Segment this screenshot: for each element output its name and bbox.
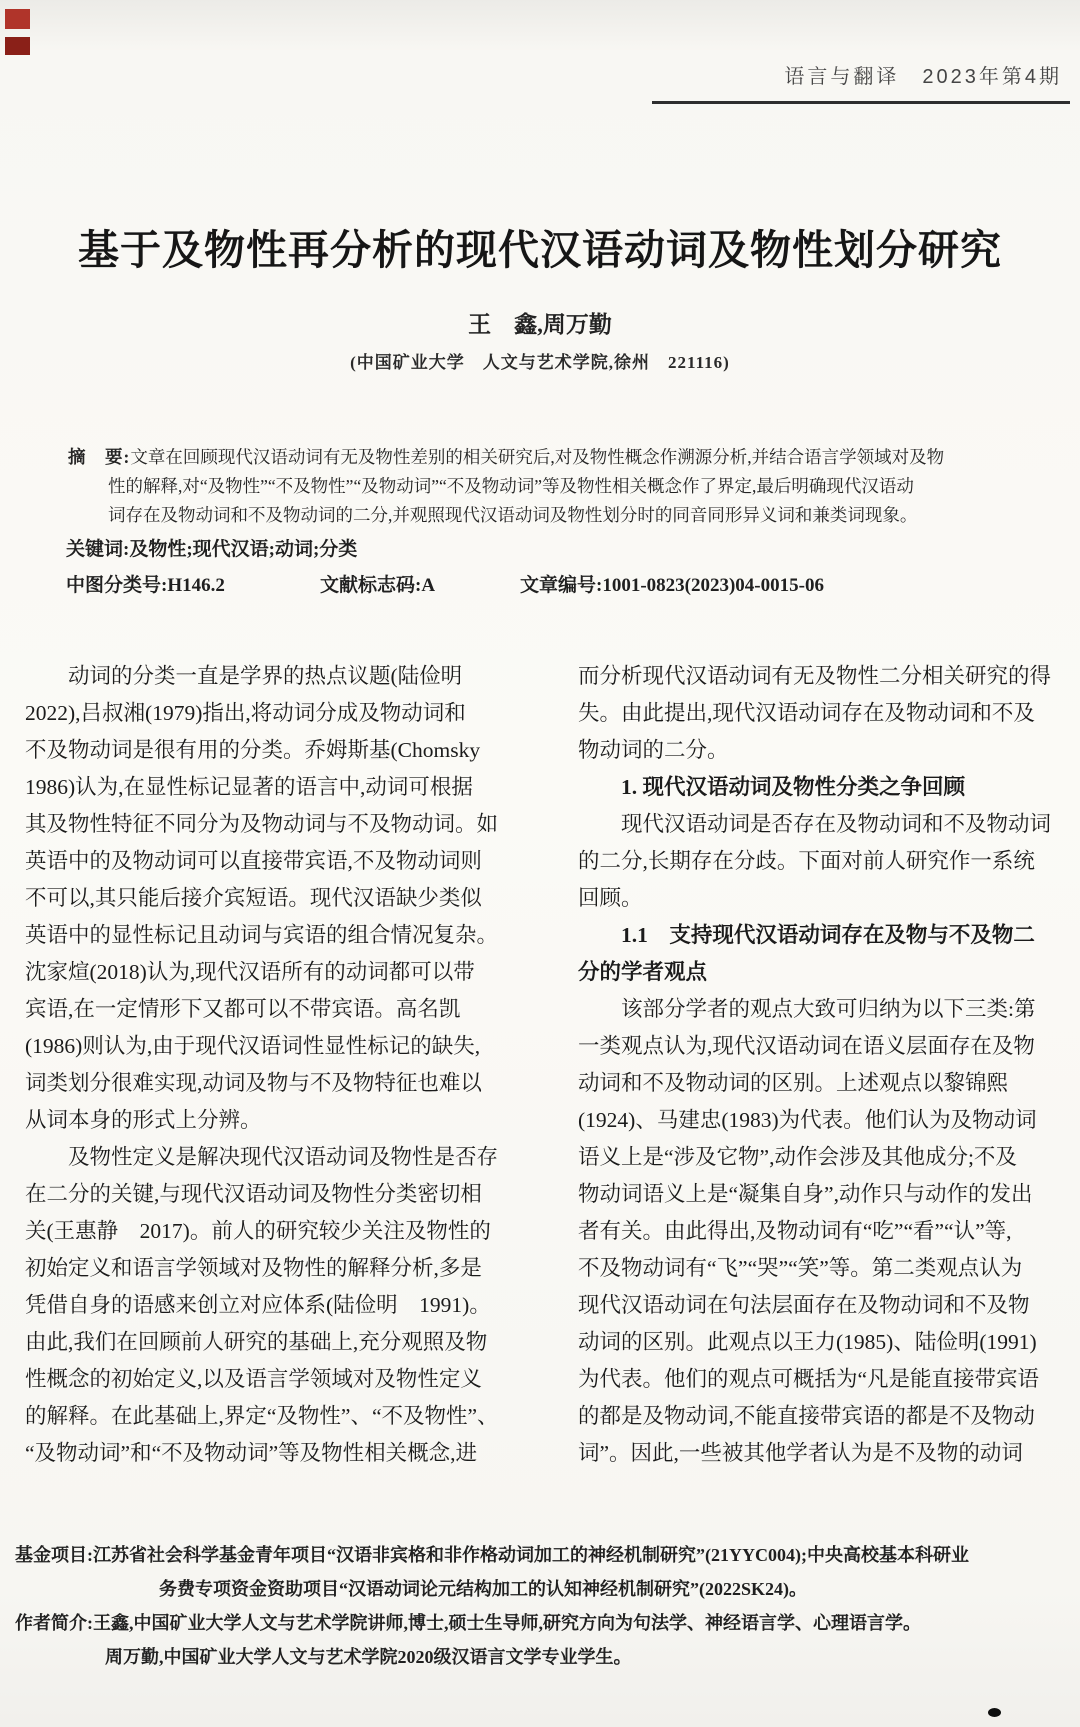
text-line: 1986)认为,在显性标记显著的语言中,动词可根据: [25, 775, 473, 799]
text-line: 不可以,其只能后接介宾短语。现代汉语缺少类似: [25, 886, 482, 910]
body-right-column: [578, 658, 1080, 1472]
text-line: 语义上是“涉及它物”,动作会涉及其他成分;不及: [578, 1145, 1017, 1169]
abstract-label: 摘 要:: [68, 447, 131, 467]
text-line: 务费专项资金资助项目“汉语动词论元结构加工的认知神经机制研究”(2022SK24)。: [159, 1579, 807, 1599]
text-line: 其及物性特征不同分为及物动词与不及物动词。如: [25, 812, 499, 836]
journal-issue-header: 语言与翻译 2023年第4期: [784, 66, 1062, 88]
text-line: 沈家煊(2018)认为,现代汉语所有的动词都可以带: [25, 960, 475, 984]
text-line: 而分析现代汉语动词有无及物性二分相关研究的得: [578, 664, 1052, 688]
text-line: (1924)、马建忠(1983)为代表。他们认为及物动词: [578, 1108, 1037, 1132]
abstract-block: [68, 443, 963, 530]
text-line: 一类观点认为,现代汉语动词在语义层面存在及物: [578, 1034, 1035, 1058]
text-line: 回顾。: [578, 886, 643, 910]
text-line: 动词的区别。此观点以王力(1985)、陆俭明(1991): [578, 1330, 1037, 1354]
keywords-label: 关键词:: [66, 539, 130, 560]
text-line: 物动词的二分。: [578, 738, 729, 762]
document-code: 文献标志码:A: [320, 575, 436, 596]
text-line: 宾语,在一定情形下又都可以不带宾语。高名凯: [25, 997, 461, 1021]
text-line: 1.1 支持现代汉语动词存在及物与不及物二: [621, 923, 1035, 947]
text-line: 从词本身的形式上分辨。: [25, 1108, 262, 1132]
text-line: 性概念的初始定义,以及语言学领域对及物性定义: [25, 1367, 482, 1391]
text-line: 1. 现代汉语动词及物性分类之争回顾: [621, 775, 966, 799]
text-line: 作者简介:王鑫,中国矿业大学人文与艺术学院讲师,博士,硕士生导师,研究方向为句法学、神经语言学、心理语言学。: [15, 1613, 921, 1633]
text-line: 凭借自身的语感来创立对应体系(陆俭明 1991)。: [25, 1293, 491, 1317]
text-line: 词”。因此,一些被其他学者认为是不及物的动词: [578, 1441, 1023, 1465]
text-line: 关(王惠静 2017)。前人的研究较少关注及物性的: [25, 1219, 491, 1243]
abstract-text-1: 文章在回顾现代汉语动词有无及物性差别的相关研究后,对及物性概念作溯源分析,并结合语言学领域对及物: [130, 447, 945, 467]
abstract-line-1: [68, 443, 963, 472]
text-line: 英语中的及物动词可以直接带宾语,不及物动词则: [25, 849, 482, 873]
meta-line: [0, 570, 1080, 598]
text-line: 现代汉语动词是否存在及物动词和不及物动词: [621, 812, 1052, 836]
text-line: 基金项目:江苏省社会科学基金青年项目“汉语非宾格和非作格动词加工的神经机制研究”(21YYC004);中央高校基本科研业: [15, 1545, 969, 1565]
text-line: 的都是及物动词,不能直接带宾语的都是不及物动: [578, 1404, 1035, 1428]
text-line: 该部分学者的观点大致可归纳为以下三类:第: [621, 997, 1036, 1021]
keywords-line: [66, 534, 966, 561]
ink-dot-mark: [988, 1708, 1001, 1717]
abstract-text-2: 性的解释,对“及物性”“不及物性”“及物动词”“不及物动词”等及物性相关概念作了界定,最后明确现代汉语动: [108, 476, 914, 496]
text-line: 动词和不及物动词的区别。上述观点以黎锦熙: [578, 1071, 1009, 1095]
text-line: 2022),吕叔湘(1979)指出,将动词分成及物动词和: [25, 701, 466, 725]
text-line: 周万勤,中国矿业大学人文与艺术学院2020级汉语言文学专业学生。: [105, 1647, 632, 1667]
clc-number: 中图分类号:H146.2: [66, 575, 225, 596]
red-scan-mark-bottom: [5, 37, 30, 55]
text-line: 由此,我们在回顾前人研究的基础上,充分观照及物: [25, 1330, 488, 1354]
text-line: (1986)则认为,由于现代汉语词性显性标记的缺失,: [25, 1034, 481, 1058]
text-line: 词类划分很难实现,动词及物与不及物特征也难以: [25, 1071, 482, 1095]
text-line: 分的学者观点: [578, 960, 708, 984]
text-line: 动词的分类一直是学界的热点议题(陆俭明: [68, 664, 463, 688]
keywords-text: 及物性;现代汉语;动词;分类: [129, 539, 358, 560]
body-left-column: [25, 658, 547, 1472]
text-line: 的二分,长期存在分歧。下面对前人研究作一系统: [578, 849, 1035, 873]
text-line: 失。由此提出,现代汉语动词存在及物动词和不及: [578, 701, 1035, 725]
text-line: 者有关。由此得出,及物动词有“吃”“看”“认”等,: [578, 1219, 1012, 1243]
text-line: “及物动词”和“不及物动词”等及物性相关概念,进: [25, 1441, 478, 1465]
affiliation: (中国矿业大学 人文与艺术学院,徐州 221116): [350, 353, 730, 372]
abstract-text-3: 词存在及物动词和不及物动词的二分,并观照现代汉语动词及物性划分时的同音同形异义词和兼类词现象。: [108, 505, 918, 525]
text-line: 的解释。在此基础上,界定“及物性”、“不及物性”、: [25, 1404, 499, 1428]
text-line: 物动词语义上是“凝集自身”,动作只与动作的发出: [578, 1182, 1033, 1206]
text-line: 为代表。他们的观点可概括为“凡是能直接带宾语: [578, 1367, 1040, 1391]
footnote-block: [15, 1538, 1080, 1674]
text-line: 在二分的关键,与现代汉语动词及物性分类密切相: [25, 1182, 482, 1206]
text-line: 不及物动词有“飞”“哭”“笑”等。第二类观点认为: [578, 1256, 1023, 1280]
article-number: 文章编号:1001-0823(2023)04-0015-06: [520, 575, 824, 596]
header-rule: [652, 101, 1070, 104]
text-line: 不及物动词是很有用的分类。乔姆斯基(Chomsky: [25, 738, 481, 762]
authors: 王 鑫,周万勤: [468, 312, 612, 337]
red-scan-mark-top: [5, 9, 30, 29]
text-line: 及物性定义是解决现代汉语动词及物性是否存: [68, 1145, 499, 1169]
text-line: 初始定义和语言学领域对及物性的解释分析,多是: [25, 1256, 482, 1280]
page-title: 基于及物性再分析的现代汉语动词及物性划分研究: [78, 227, 1002, 274]
text-line: 英语中的显性标记且动词与宾语的组合情况复杂。: [25, 923, 499, 947]
text-line: 现代汉语动词在句法层面存在及物动词和不及物: [578, 1293, 1030, 1317]
